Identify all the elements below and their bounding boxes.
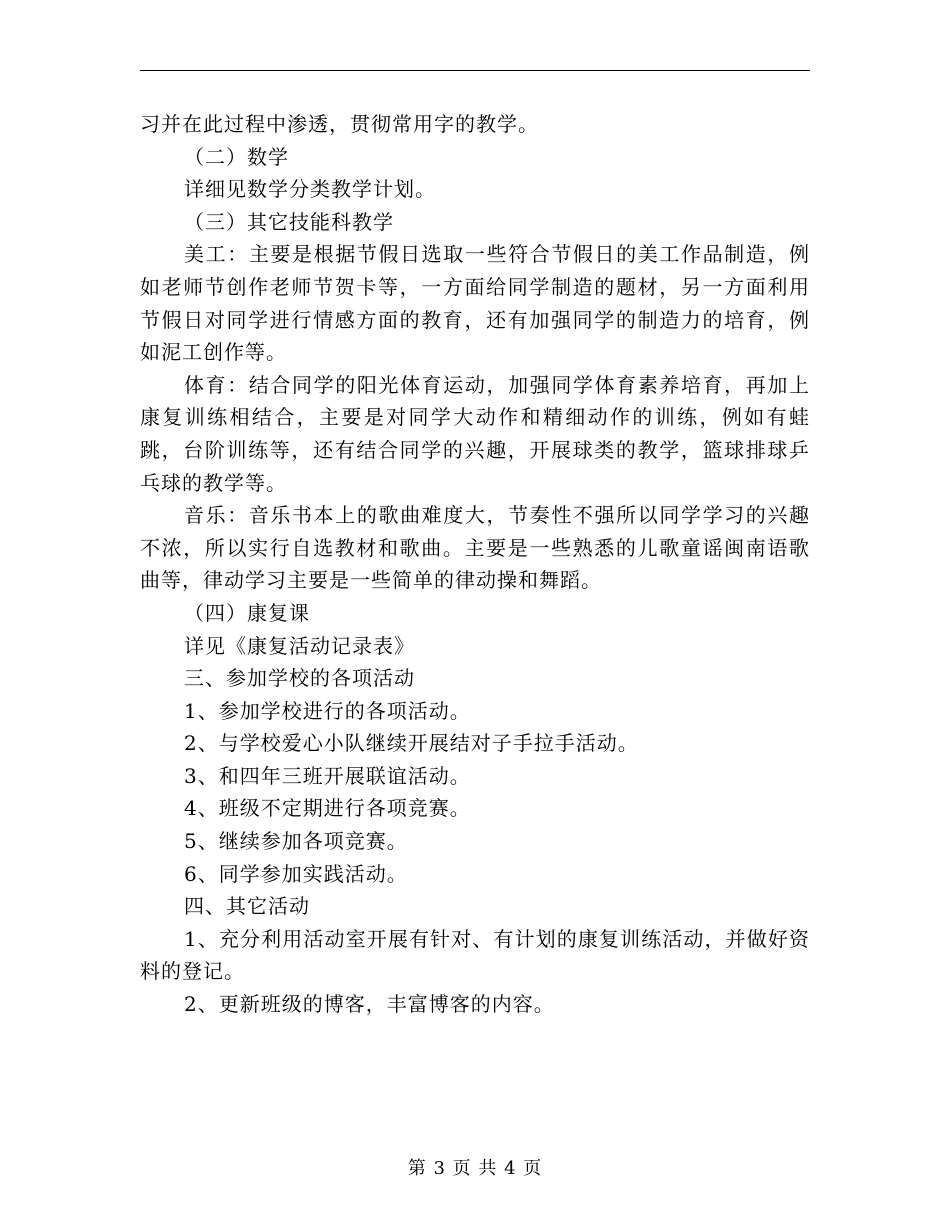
- paragraph-17: 四、其它活动: [184, 894, 310, 919]
- paragraph-9: 详见《康复活动记录表》: [184, 633, 415, 658]
- paragraph-19: 2、更新班级的博客，丰富博客的内容。: [184, 992, 555, 1017]
- paragraph-7: 音乐：音乐书本上的歌曲难度大，节奏性不强所以同学学习的兴趣不浓，所以实行自选教材和歌曲。主要是一些熟悉的儿歌童谣闽南语歌曲等，律动学习主要是一些简单的律动操和舞蹈。: [140, 503, 810, 593]
- paragraph-4: （三）其它技能科教学: [184, 209, 394, 234]
- paragraph-12: 2、与学校爱心小队继续开展结对子手拉手活动。: [184, 731, 639, 756]
- paragraph-18: 1、充分利用活动室开展有针对、有计划的康复训练活动，并做好资料的登记。: [140, 926, 810, 984]
- paragraph-8: （四）康复课: [184, 600, 310, 625]
- paragraph-6: 体育：结合同学的阳光体育运动，加强同学体育素养培育，再加上康复训练相结合，主要是对同学大动作和精细动作的训练，例如有蛙跳，台阶训练等，还有结合同学的兴趣，开展球类的教学，篮球排球乒乓球的教学等。: [140, 372, 810, 495]
- paragraph-15: 5、继续参加各项竞赛。: [184, 829, 408, 854]
- header-rule: [140, 70, 810, 71]
- paragraph-1: 习并在此过程中渗透，贯彻常用字的教学。: [140, 112, 539, 136]
- paragraph-3: 详细见数学分类教学计划。: [184, 177, 436, 202]
- paragraph-2: （二）数学: [184, 144, 289, 169]
- paragraph-14: 4、班级不定期进行各项竞赛。: [184, 796, 471, 821]
- paragraph-10: 三、参加学校的各项活动: [184, 666, 415, 691]
- page-number: 第 3 页 共 4 页: [407, 1158, 543, 1179]
- paragraph-16: 6、同学参加实践活动。: [184, 861, 408, 886]
- paragraph-13: 3、和四年三班开展联谊活动。: [184, 763, 471, 788]
- paragraph-11: 1、参加学校进行的各项活动。: [184, 698, 471, 723]
- document-body: [140, 108, 810, 1021]
- paragraph-5: 美工：主要是根据节假日选取一些符合节假日的美工作品制造，例如老师节创作老师节贺卡等，一方面给同学制造的题材，另一方面利用节假日对同学进行情感方面的教育，还有加强同学的制造力的培育，例如泥工创作等。: [140, 242, 810, 365]
